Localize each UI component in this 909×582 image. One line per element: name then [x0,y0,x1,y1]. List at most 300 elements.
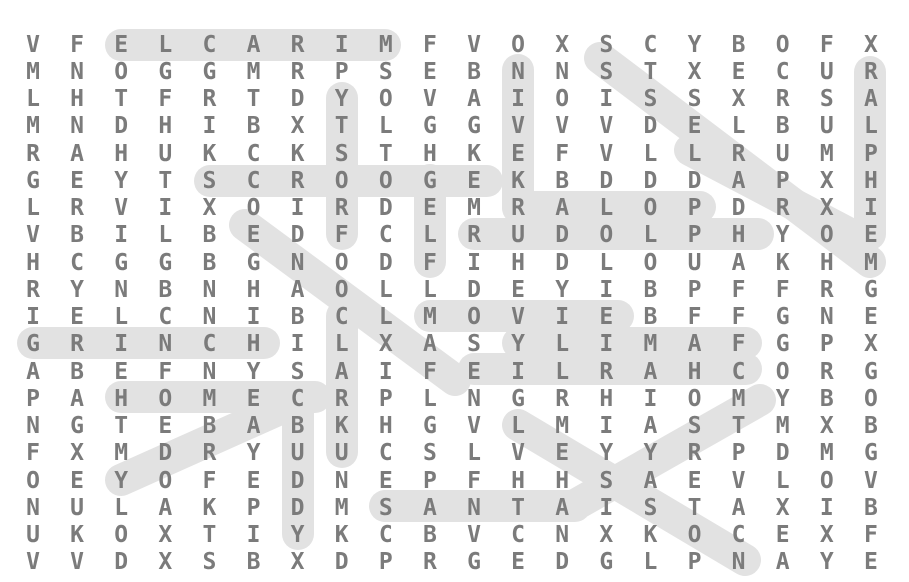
grid-letter[interactable]: O [334,276,349,303]
grid-letter[interactable]: T [687,494,702,521]
grid-letter[interactable]: O [599,222,614,249]
grid-letter[interactable]: M [819,140,834,167]
grid-letter[interactable]: D [467,276,481,303]
grid-letter[interactable]: E [246,222,261,249]
grid-letter[interactable]: H [555,467,570,494]
grid-letter[interactable]: I [290,331,305,358]
grid-letter[interactable]: D [378,249,393,276]
grid-letter[interactable]: Y [599,440,614,467]
grid-letter[interactable]: P [378,549,393,576]
grid-letter[interactable]: X [819,167,834,194]
grid-letter[interactable]: D [731,195,746,221]
grid-letter[interactable]: B [158,276,173,303]
grid-letter[interactable]: N [202,304,217,330]
grid-letter[interactable]: M [775,413,790,439]
grid-letter[interactable]: E [731,58,746,85]
grid-letter[interactable]: D [290,222,305,249]
grid-letter[interactable]: I [378,358,393,385]
grid-letter[interactable]: F [819,31,834,58]
grid-letter[interactable]: A [555,195,570,221]
grid-letter[interactable]: Y [643,440,658,467]
grid-letter[interactable]: T [731,413,746,439]
grid-letter[interactable]: S [643,494,658,521]
grid-letter[interactable]: Y [246,440,261,467]
grid-letter[interactable]: D [290,467,305,494]
grid-letter[interactable]: X [70,440,85,467]
grid-letter[interactable]: D [555,222,570,249]
grid-letter[interactable]: B [555,167,570,194]
grid-letter[interactable]: E [70,167,85,194]
grid-letter[interactable]: A [246,413,261,439]
grid-letter[interactable]: M [202,385,217,412]
grid-letter[interactable]: L [26,195,40,221]
grid-letter[interactable]: C [246,140,261,167]
grid-letter[interactable]: I [114,222,129,249]
grid-letter[interactable]: Y [114,167,129,194]
grid-letter[interactable]: E [70,467,85,494]
grid-letter[interactable]: A [687,331,702,358]
grid-letter[interactable]: L [599,195,614,221]
grid-letter[interactable]: I [246,522,261,548]
grid-letter[interactable]: T [202,522,217,548]
grid-letter[interactable]: A [643,467,658,494]
grid-letter[interactable]: O [334,167,349,194]
grid-letter[interactable]: R [70,195,85,221]
grid-letter[interactable]: C [158,304,173,330]
grid-letter[interactable]: U [26,522,40,548]
grid-letter[interactable]: V [422,86,437,112]
grid-letter[interactable]: Y [511,331,526,358]
grid-letter[interactable]: F [555,140,570,167]
grid-letter[interactable]: R [819,358,834,385]
grid-letter[interactable]: C [378,522,393,548]
grid-letter[interactable]: R [26,140,40,167]
grid-letter[interactable]: O [158,385,173,412]
grid-letter[interactable]: V [863,467,878,494]
grid-letter[interactable]: L [687,140,702,167]
grid-letter[interactable]: N [467,494,481,521]
grid-letter[interactable]: T [378,140,393,167]
grid-letter[interactable]: P [687,549,702,576]
grid-letter[interactable]: B [643,304,658,330]
grid-letter[interactable]: D [687,167,702,194]
grid-letter[interactable]: D [158,440,173,467]
grid-letter[interactable]: E [687,467,702,494]
grid-letter[interactable]: I [819,494,834,521]
grid-letter[interactable]: S [422,440,437,467]
grid-letter[interactable]: E [378,467,393,494]
grid-letter[interactable]: C [378,440,393,467]
grid-letter[interactable]: B [290,413,305,439]
grid-letter[interactable]: S [290,358,305,385]
grid-letter[interactable]: D [555,549,570,576]
grid-letter[interactable]: X [819,413,834,439]
grid-letter[interactable]: E [511,549,526,576]
grid-letter[interactable]: M [26,113,40,140]
grid-letter[interactable]: H [819,249,834,276]
grid-letter[interactable]: H [511,467,526,494]
grid-letter[interactable]: F [26,440,40,467]
grid-letter[interactable]: S [334,140,349,167]
grid-letter[interactable]: C [731,358,746,385]
grid-letter[interactable]: H [599,385,614,412]
grid-letter[interactable]: E [114,31,129,58]
grid-letter[interactable]: O [775,358,790,385]
grid-letter[interactable]: X [863,331,878,358]
grid-letter[interactable]: O [26,467,40,494]
grid-letter[interactable]: Y [70,276,85,303]
grid-letter[interactable]: G [158,58,173,85]
grid-letter[interactable]: A [246,31,261,58]
grid-letter[interactable]: E [511,276,526,303]
grid-letter[interactable]: A [731,167,746,194]
grid-letter[interactable]: Y [555,276,570,303]
grid-letter[interactable]: L [863,113,878,140]
grid-letter[interactable]: A [334,358,349,385]
grid-letter[interactable]: I [555,304,570,330]
grid-letter[interactable]: E [422,195,437,221]
grid-letter[interactable]: I [290,195,305,221]
grid-letter[interactable]: E [246,467,261,494]
grid-letter[interactable]: T [114,413,129,439]
grid-letter[interactable]: R [290,31,305,58]
grid-letter[interactable]: G [202,58,217,85]
grid-letter[interactable]: D [334,549,349,576]
grid-letter[interactable]: G [114,249,129,276]
grid-letter[interactable]: R [334,195,349,221]
grid-letter[interactable]: O [819,222,834,249]
grid-letter[interactable]: R [467,222,481,249]
grid-letter[interactable]: Y [819,549,834,576]
grid-letter[interactable]: B [70,358,85,385]
grid-letter[interactable]: T [334,113,349,140]
grid-letter[interactable]: N [290,249,305,276]
grid-letter[interactable]: L [158,222,173,249]
grid-letter[interactable]: D [378,195,393,221]
grid-letter[interactable]: C [246,167,261,194]
grid-letter[interactable]: F [422,31,437,58]
grid-letter[interactable]: H [114,385,129,412]
grid-letter[interactable]: S [467,331,481,358]
grid-letter[interactable]: E [467,167,481,194]
grid-letter[interactable]: G [26,331,40,358]
grid-letter[interactable]: I [599,413,614,439]
grid-letter[interactable]: S [378,58,393,85]
grid-letter[interactable]: I [643,385,658,412]
grid-letter[interactable]: B [467,58,481,85]
grid-letter[interactable]: D [114,549,129,576]
grid-letter[interactable]: K [70,522,85,548]
grid-letter[interactable]: T [114,86,129,112]
grid-letter[interactable]: O [158,467,173,494]
grid-letter[interactable]: K [643,522,658,548]
grid-letter[interactable]: S [202,167,217,194]
grid-letter[interactable]: B [70,222,85,249]
grid-letter[interactable]: L [467,440,481,467]
grid-letter[interactable]: F [158,86,173,112]
grid-letter[interactable]: V [511,440,526,467]
grid-letter[interactable]: F [775,276,790,303]
grid-letter[interactable]: U [819,113,834,140]
grid-letter[interactable]: G [422,167,437,194]
grid-letter[interactable]: H [378,413,393,439]
grid-letter[interactable]: X [378,331,393,358]
grid-letter[interactable]: F [687,304,702,330]
grid-letter[interactable]: A [26,358,40,385]
grid-letter[interactable]: G [467,549,481,576]
grid-letter[interactable]: M [819,440,834,467]
grid-letter[interactable]: B [863,494,878,521]
grid-letter[interactable]: V [467,413,481,439]
grid-letter[interactable]: X [731,86,746,112]
grid-letter[interactable]: F [158,358,173,385]
grid-letter[interactable]: I [599,494,614,521]
grid-letter[interactable]: N [555,522,570,548]
grid-letter[interactable]: H [114,140,129,167]
grid-letter[interactable]: I [467,249,481,276]
grid-letter[interactable]: U [290,440,305,467]
grid-letter[interactable]: H [26,249,40,276]
grid-letter[interactable]: A [422,494,437,521]
grid-letter[interactable]: R [863,58,878,85]
grid-letter[interactable]: U [70,494,85,521]
grid-letter[interactable]: H [731,222,746,249]
grid-letter[interactable]: V [599,113,614,140]
grid-letter[interactable]: K [467,140,481,167]
grid-letter[interactable]: E [863,304,878,330]
grid-letter[interactable]: O [643,249,658,276]
grid-letter[interactable]: D [290,494,305,521]
grid-letter[interactable]: R [775,195,790,221]
grid-letter[interactable]: E [599,304,614,330]
grid-letter[interactable]: P [334,58,349,85]
grid-letter[interactable]: O [378,86,393,112]
grid-letter[interactable]: X [687,58,702,85]
grid-letter[interactable]: P [775,167,790,194]
grid-letter[interactable]: N [70,58,85,85]
grid-letter[interactable]: K [775,249,790,276]
grid-letter[interactable]: G [775,304,790,330]
grid-letter[interactable]: G [422,413,437,439]
grid-letter[interactable]: D [643,113,658,140]
grid-letter[interactable]: L [775,467,790,494]
grid-letter[interactable]: R [555,385,570,412]
grid-letter[interactable]: C [70,249,85,276]
grid-letter[interactable]: P [26,385,40,412]
grid-letter[interactable]: N [334,467,349,494]
grid-letter[interactable]: I [246,304,261,330]
grid-letter[interactable]: N [511,58,526,85]
grid-letter[interactable]: S [687,86,702,112]
grid-letter[interactable]: V [26,549,40,576]
grid-letter[interactable]: V [467,31,481,58]
grid-letter[interactable]: L [422,222,437,249]
grid-letter[interactable]: R [70,331,85,358]
grid-letter[interactable]: E [70,304,85,330]
grid-letter[interactable]: G [246,249,261,276]
grid-letter[interactable]: E [511,140,526,167]
grid-letter[interactable]: V [26,222,40,249]
grid-letter[interactable]: P [731,440,746,467]
grid-letter[interactable]: M [731,385,746,412]
grid-letter[interactable]: U [158,140,173,167]
grid-letter[interactable]: D [114,113,129,140]
grid-letter[interactable]: F [467,467,481,494]
grid-letter[interactable]: L [158,31,173,58]
grid-letter[interactable]: S [378,494,393,521]
grid-letter[interactable]: F [422,249,437,276]
grid-letter[interactable]: E [555,440,570,467]
grid-letter[interactable]: B [202,413,217,439]
grid-letter[interactable]: V [511,113,526,140]
grid-letter[interactable]: C [775,58,790,85]
grid-letter[interactable]: E [863,222,878,249]
grid-letter[interactable]: U [819,58,834,85]
grid-letter[interactable]: S [819,86,834,112]
grid-letter[interactable]: X [555,31,570,58]
grid-letter[interactable]: O [643,195,658,221]
grid-letter[interactable]: F [70,31,85,58]
grid-letter[interactable]: G [863,358,878,385]
grid-letter[interactable]: H [687,358,702,385]
grid-letter[interactable]: A [643,413,658,439]
grid-letter[interactable]: N [555,58,570,85]
grid-letter[interactable]: G [863,440,878,467]
grid-letter[interactable]: L [731,113,746,140]
grid-letter[interactable]: G [863,276,878,303]
grid-letter[interactable]: X [863,31,878,58]
grid-letter[interactable]: Y [687,31,702,58]
grid-letter[interactable]: G [26,167,40,194]
grid-letter[interactable]: C [378,222,393,249]
grid-letter[interactable]: R [290,58,305,85]
grid-letter[interactable]: A [643,358,658,385]
grid-letter[interactable]: P [422,467,437,494]
grid-letter[interactable]: P [863,140,878,167]
grid-letter[interactable]: O [687,385,702,412]
grid-letter[interactable]: H [422,140,437,167]
grid-letter[interactable]: E [158,413,173,439]
grid-letter[interactable]: Y [290,522,305,548]
grid-letter[interactable]: O [819,467,834,494]
grid-letter[interactable]: A [70,140,85,167]
grid-letter[interactable]: V [731,467,746,494]
grid-letter[interactable]: H [158,113,173,140]
grid-letter[interactable]: I [863,195,878,221]
grid-letter[interactable]: M [422,304,437,330]
grid-letter[interactable]: R [202,440,217,467]
grid-letter[interactable]: G [775,331,790,358]
grid-letter[interactable]: X [202,195,217,221]
grid-letter[interactable]: E [687,113,702,140]
grid-letter[interactable]: T [643,58,658,85]
grid-letter[interactable]: R [687,440,702,467]
grid-letter[interactable]: L [555,331,570,358]
grid-letter[interactable]: F [863,522,878,548]
grid-letter[interactable]: L [643,222,658,249]
grid-letter[interactable]: O [687,522,702,548]
grid-letter[interactable]: A [158,494,173,521]
grid-letter[interactable]: R [334,385,349,412]
grid-letter[interactable]: R [599,358,614,385]
grid-letter[interactable]: P [687,195,702,221]
grid-letter[interactable]: Y [775,222,790,249]
grid-letter[interactable]: C [202,31,217,58]
grid-letter[interactable]: O [555,86,570,112]
grid-letter[interactable]: G [422,113,437,140]
grid-letter[interactable]: C [643,31,658,58]
grid-letter[interactable]: E [863,549,878,576]
grid-letter[interactable]: B [775,113,790,140]
grid-letter[interactable]: N [467,385,481,412]
grid-letter[interactable]: E [246,385,261,412]
grid-letter[interactable]: O [863,385,878,412]
grid-letter[interactable]: M [643,331,658,358]
grid-letter[interactable]: C [731,522,746,548]
grid-letter[interactable]: D [775,440,790,467]
grid-letter[interactable]: M [246,58,261,85]
grid-letter[interactable]: A [731,249,746,276]
grid-letter[interactable]: H [511,249,526,276]
grid-letter[interactable]: O [334,249,349,276]
grid-letter[interactable]: M [334,494,349,521]
grid-letter[interactable]: H [863,167,878,194]
grid-letter[interactable]: P [378,385,393,412]
grid-letter[interactable]: K [334,522,349,548]
grid-letter[interactable]: O [114,58,129,85]
grid-letter[interactable]: B [290,304,305,330]
grid-letter[interactable]: X [290,113,305,140]
grid-letter[interactable]: F [731,331,746,358]
grid-letter[interactable]: E [467,358,481,385]
grid-letter[interactable]: O [114,522,129,548]
grid-letter[interactable]: V [511,304,526,330]
grid-letter[interactable]: L [114,304,129,330]
grid-letter[interactable]: X [819,195,834,221]
grid-letter[interactable]: I [599,331,614,358]
grid-letter[interactable]: O [246,195,261,221]
grid-letter[interactable]: S [599,58,614,85]
grid-letter[interactable]: A [863,86,878,112]
grid-letter[interactable]: V [599,140,614,167]
grid-letter[interactable]: A [467,86,481,112]
grid-letter[interactable]: X [819,522,834,548]
grid-letter[interactable]: C [202,331,217,358]
grid-letter[interactable]: I [202,113,217,140]
grid-letter[interactable]: Y [246,358,261,385]
grid-letter[interactable]: S [687,413,702,439]
grid-letter[interactable]: C [290,385,305,412]
grid-letter[interactable]: X [158,522,173,548]
grid-letter[interactable]: B [422,522,437,548]
grid-letter[interactable]: I [599,86,614,112]
grid-letter[interactable]: N [26,494,40,521]
grid-letter[interactable]: Y [334,86,349,112]
grid-letter[interactable]: N [819,304,834,330]
grid-letter[interactable]: L [26,86,40,112]
grid-letter[interactable]: V [555,113,570,140]
grid-letter[interactable]: G [158,249,173,276]
grid-letter[interactable]: N [114,276,129,303]
grid-letter[interactable]: A [422,331,437,358]
grid-letter[interactable]: P [687,222,702,249]
grid-letter[interactable]: B [863,413,878,439]
grid-letter[interactable]: M [467,195,481,221]
grid-letter[interactable]: F [202,467,217,494]
grid-letter[interactable]: O [378,167,393,194]
grid-letter[interactable]: S [599,31,614,58]
grid-letter[interactable]: L [334,331,349,358]
